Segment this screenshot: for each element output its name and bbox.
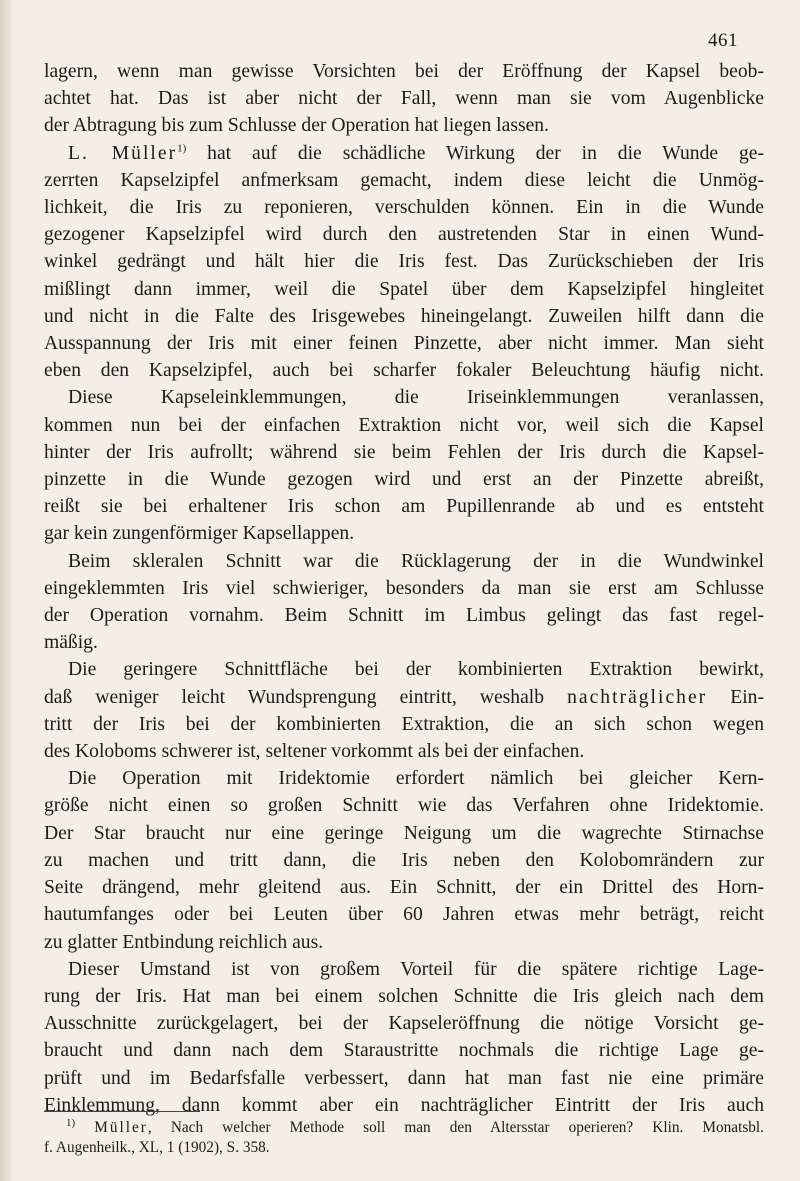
text-line	[44, 548, 764, 575]
text-line	[44, 929, 764, 956]
footnote-ref: 1)	[177, 142, 187, 155]
text-segment: Ausschnitte zurückgelagert, bei der Kapseleröffnung die nötige Vorsicht ge-	[44, 1013, 764, 1035]
text-segment: Seite drängend, mehr gleitend aus. Ein Schnitt, der ein Drittel des Horn-	[44, 877, 764, 899]
text-segment: Beim skleralen Schnitt war die Rücklagerung der in die Wundwinkel	[68, 550, 764, 572]
text-segment: gar kein zungenförmiger Kapsellappen.	[44, 523, 355, 545]
text-segment: und nicht in die Falte des Irisgewebes hineingelangt. Zuweilen hilft dann die	[44, 305, 764, 327]
text-line	[44, 1010, 764, 1037]
text-segment: der Operation vornahm. Beim Schnitt im Limbus gelingt das fast regel-	[44, 605, 764, 627]
text-segment: daß weniger leicht Wundsprengung eintritt, weshalb	[44, 686, 568, 708]
text-segment: gezogener Kapselzipfel wird durch den austretenden Star in einen Wund-	[44, 224, 764, 246]
text-line	[44, 303, 764, 330]
text-line	[44, 765, 764, 792]
footnote-line: f. Augenheilk., XL, 1 (1902), S. 358.	[44, 1139, 270, 1156]
spaced-emphasis: nachträglicher	[567, 686, 708, 708]
text-segment: reißt sie bei erhaltener Iris schon am Pupillenrande ab und es entsteht	[44, 496, 764, 518]
text-line	[44, 140, 764, 167]
text-segment: Ein-	[730, 686, 764, 708]
text-segment: hautumfanges oder bei Leuten über 60 Jahren etwas mehr beträgt, reicht	[44, 904, 764, 926]
text-segment: eingeklemmten Iris viel schwieriger, besonders da man sie erst am Schlusse	[44, 577, 764, 599]
text-segment: pinzette in die Wunde gezogen wird und erst an der Pinzette abreißt,	[44, 469, 764, 491]
text-line	[44, 412, 764, 439]
text-line	[44, 575, 764, 602]
text-segment: Dieser Umstand ist von großem Vorteil für die spätere richtige Lage-	[68, 958, 764, 980]
footnote	[44, 1118, 764, 1158]
text-line	[44, 520, 764, 547]
text-line	[44, 194, 764, 221]
text-segment: zerrten Kapselzipfel anfmerksam gemacht, indem diese leicht die Unmög-	[44, 169, 764, 191]
text-line	[44, 983, 764, 1010]
text-segment: Ausspannung der Iris mit einer feinen Pinzette, aber nicht immer. Man sieht	[44, 333, 764, 355]
text-segment: Die Operation mit Iridektomie erfordert nämlich bei gleicher Kern-	[68, 768, 764, 790]
text-segment: eben den Kapselzipfel, auch bei scharfer fokaler Beleuchtung häufig nicht.	[44, 360, 764, 382]
text-line	[44, 602, 764, 629]
text-segment: des Koloboms schwerer ist, seltener vorkommt als bei der einfachen.	[44, 741, 585, 763]
text-line	[44, 956, 764, 983]
body-text	[44, 58, 764, 1119]
text-line	[44, 792, 764, 819]
text-line	[44, 656, 764, 683]
author-name: L. Müller	[68, 142, 178, 164]
text-line	[44, 112, 764, 139]
text-segment: lagern, wenn man gewisse Vorsichten bei der Eröffnung der Kapsel beob-	[44, 61, 764, 82]
text-line	[44, 629, 764, 656]
text-segment: mißlingt dann immer, weil die Spatel über dem Kapselzipfel hingleitet	[44, 278, 764, 300]
text-segment: hinter der Iris aufrollt; während sie beim Fehlen der Iris durch die Kapsel-	[44, 441, 764, 463]
text-line	[44, 1037, 764, 1064]
page-number: 461	[708, 30, 738, 51]
text-line	[44, 684, 764, 711]
text-line	[44, 466, 764, 493]
text-line	[44, 439, 764, 466]
text-segment: größe nicht einen so großen Schnitt wie das Verfahren ohne Iridektomie.	[44, 795, 764, 817]
text-segment: zu machen und tritt dann, die Iris neben den Kolobomrändern zur	[44, 849, 764, 871]
footnote-text: , Nach welcher Methode soll man den Altersstar operieren? Klin. Monatsbl.	[147, 1119, 764, 1136]
text-segment: Diese Kapseleinklemmungen, die Iriseinklemmungen veranlassen,	[68, 387, 764, 409]
text-segment: Die geringere Schnittfläche bei der kombinierten Extraktion bewirkt,	[68, 659, 764, 681]
text-segment: winkel gedrängt und hält hier die Iris fest. Das Zurückschieben der Iris	[44, 251, 764, 273]
text-line	[44, 738, 764, 765]
text-line	[44, 493, 764, 520]
text-line	[44, 847, 764, 874]
footnote-author: Müller	[94, 1119, 148, 1136]
page-edge-shadow	[0, 0, 14, 1181]
text-segment: mäßig.	[44, 632, 98, 654]
text-segment: kommen nun bei der einfachen Extraktion nicht vor, weil sich die Kapsel	[44, 414, 764, 436]
text-line	[44, 58, 764, 85]
text-line	[44, 384, 764, 411]
text-segment: lichkeit, die Iris zu reponieren, verschulden können. Ein in die Wunde	[44, 197, 764, 219]
footnote-line	[44, 1118, 764, 1138]
text-line	[44, 85, 764, 112]
text-line	[44, 711, 764, 738]
text-segment: achtet hat. Das ist aber nicht der Fall, wenn man sie vom Augenblicke	[44, 88, 764, 110]
text-line	[44, 820, 764, 847]
text-line	[44, 330, 764, 357]
text-line	[44, 221, 764, 248]
text-segment: zu glatter Entbindung reichlich aus.	[44, 931, 324, 953]
text-line	[44, 357, 764, 384]
text-segment: hat auf die schädliche Wirkung der in die Wunde ge-	[207, 142, 764, 164]
text-segment: braucht und dann nach dem Staraustritte nochmals die richtige Lage ge-	[44, 1040, 764, 1062]
text-segment: rung der Iris. Hat man bei einem solchen Schnitte die Iris gleich nach dem	[44, 985, 764, 1007]
footnote-marker: 1)	[66, 1116, 76, 1129]
text-line	[44, 874, 764, 901]
text-segment: Einklemmung, dann kommt aber ein nachträglicher Eintritt der Iris auch	[44, 1094, 764, 1116]
text-line	[44, 1065, 764, 1092]
text-line	[44, 1092, 764, 1119]
text-segment: tritt der Iris bei der kombinierten Extraktion, die an sich schon wegen	[44, 713, 764, 735]
text-line	[44, 248, 764, 275]
text-segment: prüft und im Bedarfsfalle verbessert, dann hat man fast nie eine primäre	[44, 1067, 764, 1089]
text-line	[44, 167, 764, 194]
text-segment: der Abtragung bis zum Schlusse der Operation hat liegen lassen.	[44, 115, 549, 137]
text-line	[44, 276, 764, 303]
footnote-rule	[44, 1111, 200, 1112]
text-segment: Der Star braucht nur eine geringe Neigung um die wagrechte Stirnachse	[44, 822, 764, 844]
text-line	[44, 901, 764, 928]
